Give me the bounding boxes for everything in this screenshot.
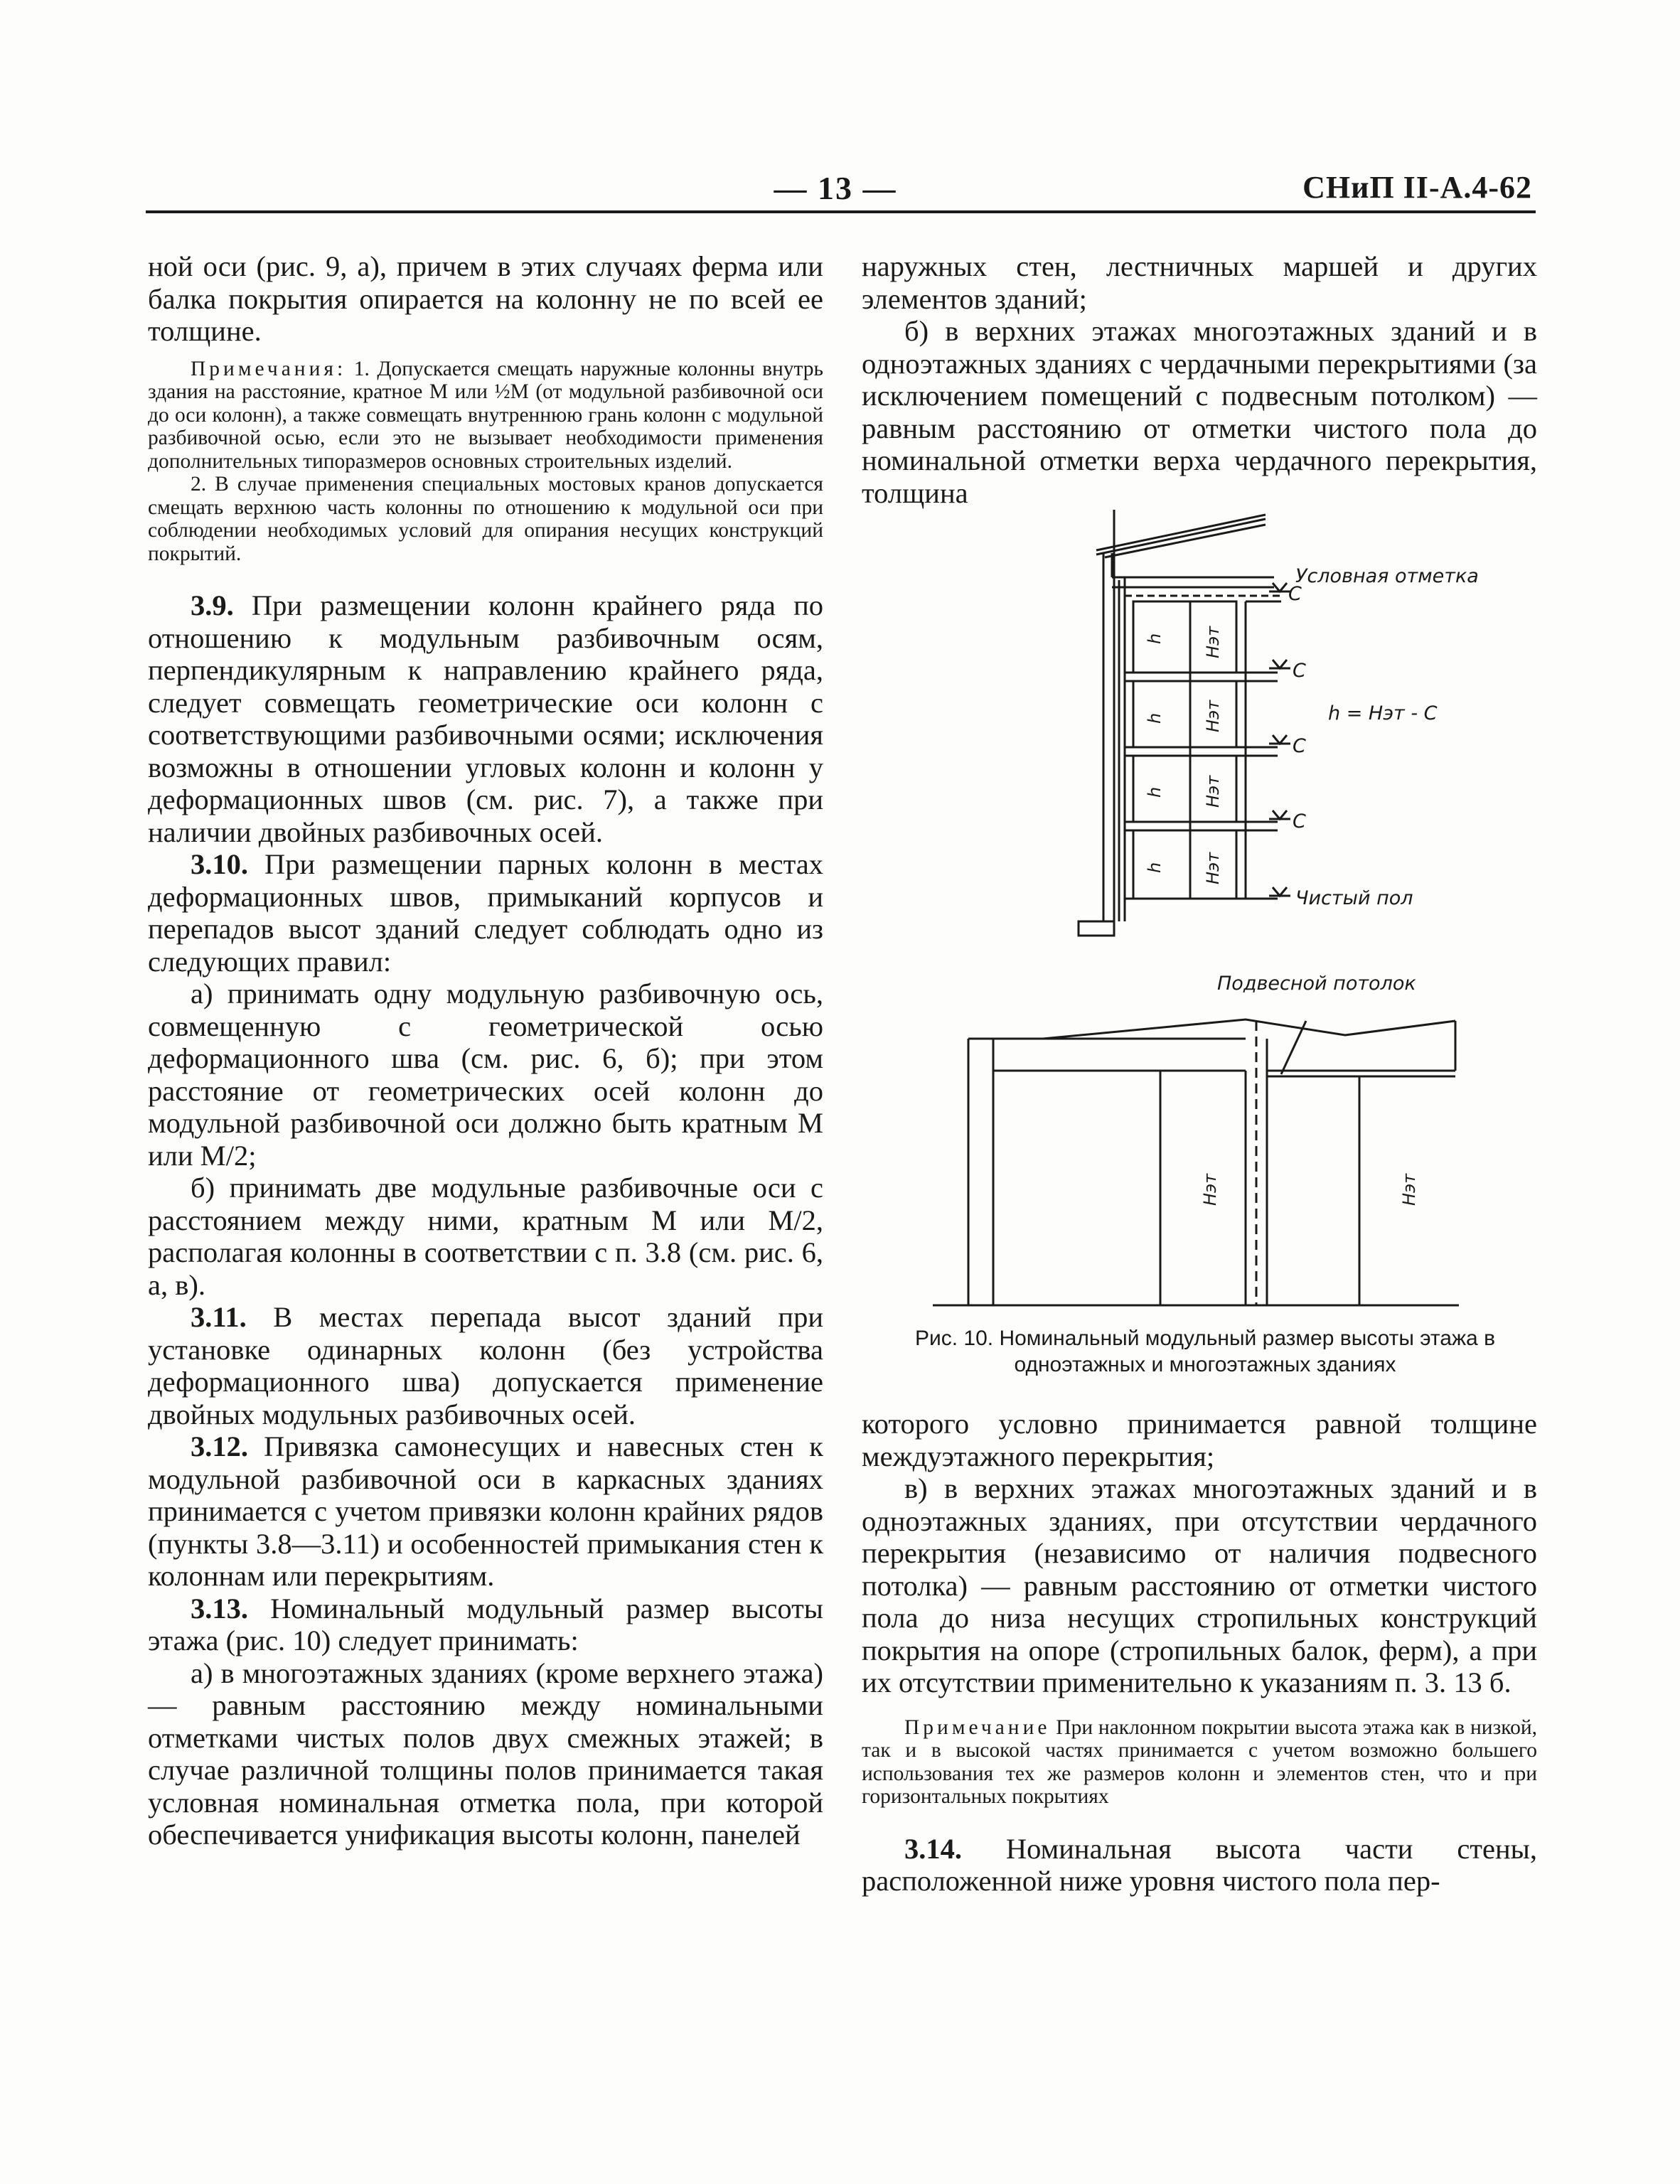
section-3-14-text: Номинальная высота части стены, расположенной ниже уровня чистого пола пер-	[862, 1832, 1537, 1897]
section-3-9-number: 3.9.	[191, 589, 234, 621]
note-2-text: 2. В случае применения специальных мостовых кранов допускается смещать верхнюю часть колонны по отношению к модульной оси при соблюдении необходимых условий для опирания несущих конструкций покрытий.	[148, 473, 823, 565]
section-3-10-a: а) принимать одну модульную разбивочную ось, совмещенную с геометрической осью деформационного шва (см. рис. 6, б); при этом расстояние от геометрических осей колонн до модульной разбивочной оси должно быть кратным М или М/2;	[148, 978, 823, 1172]
left-column	[148, 250, 823, 1851]
label-c-4: С	[1293, 810, 1306, 833]
label-het-4: Нэт	[1203, 852, 1223, 884]
label-h-2: h	[1145, 712, 1165, 724]
notes-block	[148, 358, 823, 473]
section-3-11	[148, 1301, 823, 1430]
document-code: СНиП II-А.4-62	[1302, 170, 1532, 205]
label-formula: h = Нэт - С	[1328, 702, 1438, 724]
right-note	[862, 1716, 1537, 1809]
page-number: — 13 —	[774, 170, 897, 206]
note-1-text: 1. Допускается смещать наружные колонны внутрь здания на расстояние, кратное М или ½М (от модульной разбивочной оси до оси колонн), а также совмещать внутреннюю грань колонн с модульной разбивочной осью, если это не вызывает необходимости применения дополнительных типоразмеров основных строительных изделий.	[148, 357, 823, 473]
label-h-3: h	[1145, 786, 1165, 798]
label-c-2: С	[1293, 660, 1306, 682]
right-note-text: При наклонном покрытии высота этажа как в низкой, так и в высокой частях принимается с учетом возможно большего использования тех же размеров колонн и элементов стен, что и при горизонтальных покрытиях	[862, 1715, 1537, 1808]
section-3-10	[148, 848, 823, 978]
section-3-9-text: При размещении колонн крайнего ряда по отношению к модульным разбивочным осям, перпендикулярным к направлению крайнего ряда, следует совмещать геометрические оси колонн с соответствующими разбивочными осями; исключения возможны в отношении угловых колонн и колонн у деформационных швов (см. рис. 7), а также при наличии двойных разбивочных осей.	[148, 589, 823, 848]
section-3-13-v: в) в верхних этажах многоэтажных зданий и в одноэтажных зданиях, при отсутствии чердачного перекрытия (независимо от наличия подвесного потолка) — равным расстоянию от отметки чистого пола до низа несущих стропильных конструкций покрытия на опоре (стропильных балок, ферм), а при их отсутствии применительно к указаниям п. 3. 13 б.	[862, 1472, 1537, 1698]
section-3-13-a: а) в многоэтажных зданиях (кроме верхнего этажа) — равным расстоянию между номинальными отметками чистых полов двух смежных этажей; в случае различной толщины полов принимается такая условная номинальная отметка пола, при которой обеспечивается унификация высоты колонн, панелей	[148, 1656, 823, 1851]
section-3-9	[148, 589, 823, 848]
section-3-12	[148, 1430, 823, 1592]
figure-10-caption: Рис. 10. Номинальный модульный размер высоты этажа в одноэтажных и многоэтажных зданиях	[914, 1327, 1496, 1376]
notes-label: Примечания:	[191, 357, 347, 380]
section-3-10-number: 3.10.	[191, 848, 248, 880]
section-3-13	[148, 1592, 823, 1657]
label-het-2: Нэт	[1203, 700, 1223, 732]
section-3-14-number: 3.14.	[904, 1832, 962, 1865]
header-divider	[146, 210, 1536, 213]
section-3-14	[862, 1833, 1537, 1897]
figure-10	[862, 509, 1537, 1334]
label-h-4: h	[1145, 862, 1165, 873]
section-3-10-b: б) принимать две модульные разбивочные оси с расстоянием между ними, кратным М или М/2, располагая колонны в соответствии с п. 3.8 (см. рис. 6, а, в).	[148, 1172, 823, 1301]
label-suspended-ceiling: Подвесной потолок	[1217, 973, 1416, 995]
section-3-11-text: В местах перепада высот зданий при установке одинарных колонн (без устройства деформационного шва) допускается применение двойных модульных разбивочных осей.	[148, 1301, 823, 1430]
right-column-upper	[862, 250, 1537, 509]
right-note-label: Примечание	[904, 1715, 1051, 1739]
figure-10-drawing	[862, 509, 1537, 1334]
paragraph-continuation-right: наружных стен, лестничных маршей и других элементов зданий;	[862, 250, 1537, 315]
section-3-12-text: Привязка самонесущих и навесных стен к модульной разбивочной оси в каркасных зданиях принимается с учетом привязки колонн крайних рядов (пункты 3.8—3.11) и особенностей примыкания стен к колоннам или перекрытиям.	[148, 1430, 823, 1592]
paragraph-continuation-2: которого условно принимается равной толщине междуэтажного перекрытия;	[862, 1408, 1537, 1472]
section-3-13-b: б) в верхних этажах многоэтажных зданий и в одноэтажных зданиях с чердачными перекрытиями (за исключением помещений с подвесным потолком) — равным расстоянию от отметки чистого пола до номинальной отметки верха чердачного перекрытия, толщина	[862, 315, 1537, 509]
label-c-3: С	[1293, 735, 1306, 757]
label-clean-floor: Чистый пол	[1295, 887, 1413, 909]
label-het-6: Нэт	[1399, 1173, 1419, 1206]
label-het-1: Нэт	[1203, 626, 1223, 658]
section-3-13-text: Номинальный модульный размер высоты этажа (рис. 10) следует принимать:	[148, 1592, 823, 1656]
section-3-10-text: При размещении парных колонн в местах деформационных швов, примыканий корпусов и перепадов высот зданий следует соблюдать одно из следующих правил:	[148, 848, 823, 978]
right-column-lower	[862, 1408, 1537, 1897]
section-3-11-number: 3.11.	[191, 1301, 247, 1333]
paragraph-continuation: ной оси (рис. 9, а), причем в этих случаях ферма или балка покрытия опирается на колонну не по всей ее толщине.	[148, 250, 823, 347]
label-het-5: Нэт	[1200, 1173, 1220, 1206]
section-3-12-number: 3.12.	[191, 1430, 248, 1462]
label-conditional-mark: Условная отметка	[1295, 565, 1479, 587]
label-c-1: С	[1288, 583, 1302, 605]
label-h-1: h	[1145, 633, 1165, 644]
label-het-3: Нэт	[1203, 775, 1223, 808]
section-3-13-number: 3.13.	[191, 1592, 248, 1624]
